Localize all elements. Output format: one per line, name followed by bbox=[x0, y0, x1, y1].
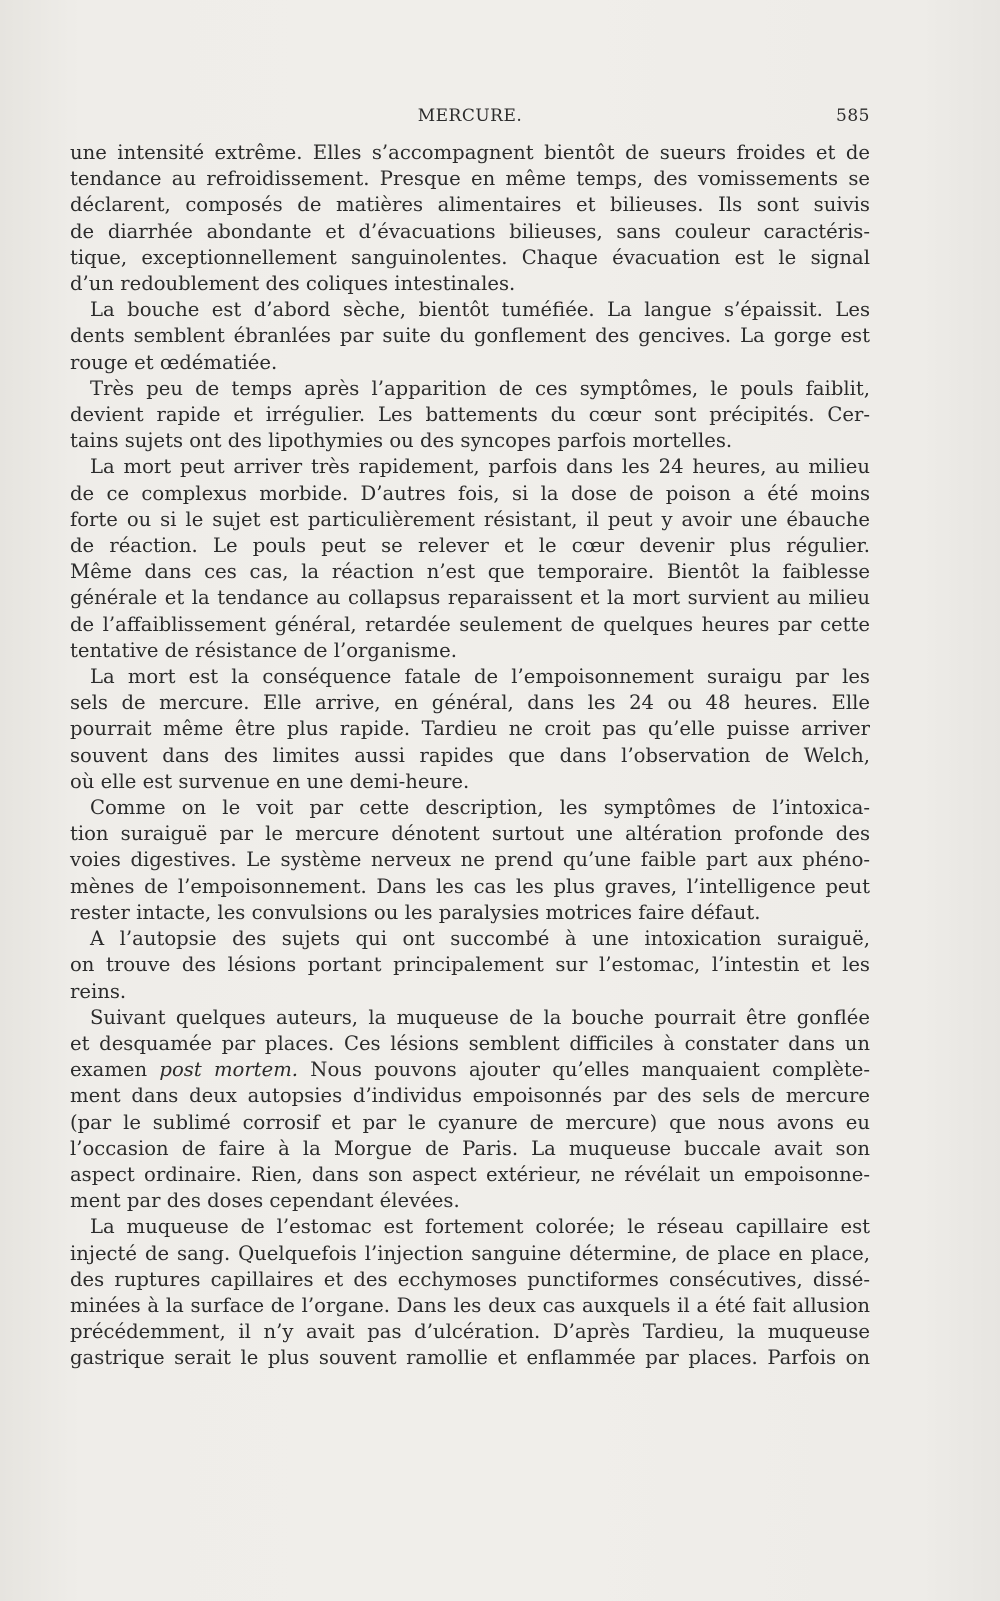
text-line: de l’affaiblissement général, retardée seulement de quelques heures par cette bbox=[70, 612, 870, 636]
text-line: gastrique serait le plus souvent ramollie et enflammée par places. Parfois on bbox=[70, 1346, 870, 1370]
text-line: tique, exceptionnellement sanguinolentes. Chaque évacuation est le signal bbox=[70, 245, 870, 269]
text-line: pourrait même être plus rapide. Tardieu ne croit pas qu’elle puisse arriver bbox=[70, 717, 870, 741]
text-line: l’occasion de faire à la Morgue de Paris. La muqueuse buccale avait son bbox=[70, 1136, 870, 1160]
text-line: d’un redoublement des coliques intestinales. bbox=[70, 272, 516, 296]
text-line: tendance au refroidissement. Presque en même temps, des vomissements se bbox=[70, 167, 870, 191]
running-header bbox=[70, 106, 870, 130]
text-line: tentative de résistance de l’organisme. bbox=[70, 638, 457, 662]
text-line: de ce complexus morbide. D’autres fois, si la dose de poison a été moins bbox=[70, 481, 870, 505]
text-line: A l’autopsie des sujets qui ont succombé à une intoxication suraiguë, bbox=[90, 927, 870, 951]
text-line: La mort peut arriver très rapidement, parfois dans les 24 heures, au milieu bbox=[90, 455, 870, 479]
text-line: rester intacte, les convulsions ou les paralysies motrices faire défaut. bbox=[70, 900, 761, 924]
text-line: reins. bbox=[70, 979, 127, 1003]
text-line: Comme on le voit par cette description, les symptômes de l’intoxica- bbox=[90, 796, 870, 820]
text-line: Suivant quelques auteurs, la muqueuse de la bouche pourrait être gonflée bbox=[90, 1005, 870, 1029]
text-line: tains sujets ont des lipothymies ou des syncopes parfois mortelles. bbox=[70, 429, 733, 453]
text-line: rouge et œdématiée. bbox=[70, 350, 278, 374]
text-line: forte ou si le sujet est particulièrement résistant, il peut y avoir une ébauche bbox=[70, 507, 870, 531]
text-line: La bouche est d’abord sèche, bientôt tuméfiée. La langue s’épaissit. Les bbox=[90, 298, 870, 322]
text-line: aspect ordinaire. Rien, dans son aspect extérieur, ne révélait un empoisonne- bbox=[70, 1162, 870, 1186]
text-line: Même dans ces cas, la réaction n’est que temporaire. Bientôt la faiblesse bbox=[70, 560, 870, 584]
italic-phrase: post mortem. bbox=[159, 1058, 299, 1082]
body-text bbox=[70, 140, 870, 1372]
text-line: et desquamée par places. Ces lésions semblent difficiles à constater dans un bbox=[70, 1031, 870, 1055]
running-title: MERCURE. bbox=[417, 106, 523, 126]
text-line: dents semblent ébranlées par suite du gonflement des gencives. La gorge est bbox=[70, 324, 870, 348]
text-line: on trouve des lésions portant principalement sur l’estomac, l’intestin et les bbox=[70, 953, 870, 977]
text-line: ment dans deux autopsies d’individus empoisonnés par des sels de mercure bbox=[70, 1084, 870, 1108]
text-line: tion suraiguë par le mercure dénotent surtout une altération profonde des bbox=[70, 822, 870, 846]
text-line: de réaction. Le pouls peut se relever et le cœur devenir plus régulier. bbox=[70, 534, 870, 558]
text-fragment: Nous pouvons ajouter qu’elles manquaient complète- bbox=[298, 1058, 870, 1082]
text-line: où elle est survenue en une demi-heure. bbox=[70, 769, 470, 793]
text-line: ment par des doses cependant élevées. bbox=[70, 1189, 460, 1213]
text-line: minées à la surface de l’organe. Dans les deux cas auxquels il a été fait allusion bbox=[70, 1293, 870, 1317]
page-number: 585 bbox=[836, 106, 870, 126]
text-fragment: examen bbox=[70, 1058, 160, 1082]
text-line: générale et la tendance au collapsus reparaissent et la mort survient au milieu bbox=[70, 586, 870, 610]
text-line: (par le sublimé corrosif et par le cyanure de mercure) que nous avons eu bbox=[70, 1110, 870, 1134]
text-line: précédemment, il n’y avait pas d’ulcération. D’après Tardieu, la muqueuse bbox=[70, 1320, 870, 1344]
text-line bbox=[70, 1057, 870, 1083]
text-line: voies digestives. Le système nerveux ne prend qu’une faible part aux phéno- bbox=[70, 848, 870, 872]
text-line: mènes de l’empoisonnement. Dans les cas les plus graves, l’intelligence peut bbox=[70, 874, 870, 898]
text-line: déclarent, composés de matières alimentaires et bilieuses. Ils sont suivis bbox=[70, 193, 870, 217]
text-line: des ruptures capillaires et des ecchymoses punctiformes consécutives, dissé- bbox=[70, 1267, 870, 1291]
text-line: devient rapide et irrégulier. Les battements du cœur sont précipités. Cer- bbox=[70, 403, 870, 427]
text-line: La muqueuse de l’estomac est fortement colorée; le réseau capillaire est bbox=[90, 1215, 870, 1239]
text-line: sels de mercure. Elle arrive, en général, dans les 24 ou 48 heures. Elle bbox=[70, 691, 870, 715]
text-line: La mort est la conséquence fatale de l’empoisonnement suraigu par les bbox=[90, 665, 870, 689]
text-line: de diarrhée abondante et d’évacuations bilieuses, sans couleur caractéris- bbox=[70, 219, 870, 243]
text-line: injecté de sang. Quelquefois l’injection sanguine détermine, de place en place, bbox=[70, 1241, 870, 1265]
text-line: Très peu de temps après l’apparition de ces symptômes, le pouls faiblit, bbox=[90, 376, 870, 400]
text-line: une intensité extrême. Elles s’accompagnent bientôt de sueurs froides et de bbox=[70, 141, 870, 164]
text-line: souvent dans des limites aussi rapides que dans l’observation de Welch, bbox=[70, 743, 870, 767]
